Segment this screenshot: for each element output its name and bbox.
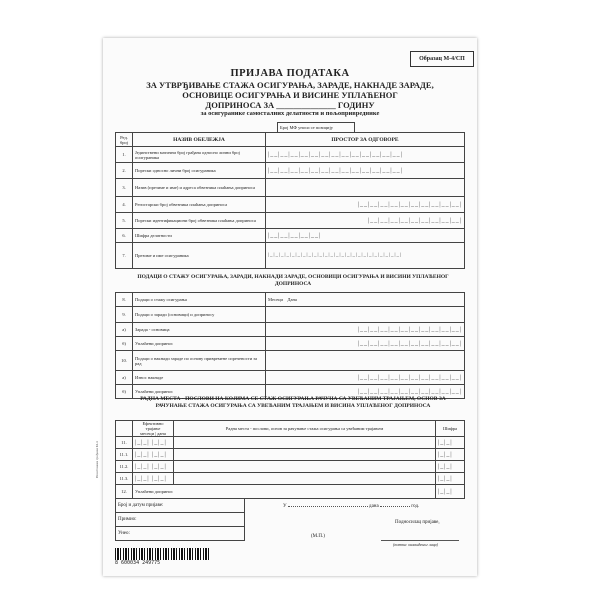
form-title: ПРИЈАВА ПОДАТАКА [230, 68, 350, 79]
answer-field[interactable]: |_|_|_|_|_|_|_|_|_|_|_|_|_|_|_|_|_|_|_|_|_|_|_|_| [266, 243, 465, 269]
answer-field[interactable] [266, 179, 465, 197]
row-label: Подаци о стажу осигурања [133, 293, 266, 307]
desc-field[interactable] [174, 473, 436, 485]
answer-field[interactable]: |__|__|__|__|__|__|__|__|__| [266, 213, 465, 229]
desc-field[interactable] [174, 437, 436, 449]
side-text: Поштовани грађани М-4 [95, 441, 99, 478]
answer-field[interactable]: |_|_| [436, 485, 465, 499]
head-col-answers: ПРОСТОР ЗА ОДГОВОРЕ [266, 133, 465, 147]
row-number: 9. [116, 307, 133, 323]
table-row [116, 197, 465, 213]
duration-field[interactable]: |_|_| |_|_| [133, 449, 174, 461]
row-number: 6. [116, 229, 133, 243]
answer-field[interactable] [266, 351, 465, 371]
row-label: Порески односно лични број осигураника [133, 163, 266, 179]
section1-table [115, 132, 465, 269]
row-number: 3. [116, 179, 133, 197]
row-number: 11.1. [116, 449, 133, 461]
row-label: Јединствени матични број грађана односно лични број осигураника [133, 147, 266, 163]
desc-field[interactable] [174, 461, 436, 473]
form-code: Образац М-4/СП [410, 51, 474, 67]
row-number: 4. [116, 197, 133, 213]
days-label: Дана [287, 297, 297, 302]
table-row [116, 293, 465, 307]
form-subtitle: за осигуранике самосталних делатности и пољопривреднике [200, 110, 380, 117]
table-row [116, 437, 465, 449]
table-row [116, 243, 465, 269]
form-sheet [95, 38, 477, 576]
workplace-desc-head: Радна места - послови, основ за рачунање стажа осигурања са увећаним трајањем [174, 421, 436, 437]
row-label: Презиме и име осигураника [133, 243, 266, 269]
row-number: 11.3. [116, 473, 133, 485]
row-label: Зарада - основица [133, 323, 266, 337]
row-number: б) [116, 337, 133, 351]
months-label: Месеци [268, 297, 283, 302]
answer-field[interactable]: |__|__|__|__|__| [266, 229, 465, 243]
year-label: год. [411, 504, 420, 509]
answer-field[interactable] [266, 307, 465, 323]
section3-table [115, 420, 465, 499]
form-title-lines [103, 80, 477, 110]
table-row [116, 371, 465, 385]
code-field[interactable]: |_|_| [436, 473, 465, 485]
row-number: 5. [116, 213, 133, 229]
table-row [116, 213, 465, 229]
table-row [116, 461, 465, 473]
duration-field[interactable]: |_|_| |_|_| [133, 473, 174, 485]
row-label: Регистарски број обвезника плаћања доприноса [133, 197, 266, 213]
row-label: Уплаћени допринос [133, 385, 266, 399]
row-label: Уплаћени допринос [133, 485, 436, 499]
table-row [116, 449, 465, 461]
received-by-label: Примио: [116, 513, 245, 527]
section2-title: ПОДАЦИ О СТАЖУ ОСИГУРАЊА, ЗАРАДИ, НАКНАДИ ЗАРАДЕ, ОСНОВИЦИ ОСИГУРАЊА И ВИСИНИ УПЛАЋЕНОГ ДОПРИНОСА [137, 274, 449, 287]
effective-duration-head: Ефективно трајање месеци | дана [133, 421, 174, 437]
place-line[interactable] [283, 504, 419, 509]
day-label: дана [369, 504, 379, 509]
barcode-number: 8 600034 249775 [115, 560, 161, 566]
code-field[interactable]: |_|_| [436, 437, 465, 449]
row-number: 7. [116, 243, 133, 269]
table-row [116, 473, 465, 485]
barcode [115, 548, 210, 560]
table-row [116, 485, 465, 499]
table-row [116, 179, 465, 197]
head-col-label: НАЗИВ ОБЕЛЕЖЈА [133, 133, 266, 147]
row-number: а) [116, 371, 133, 385]
mf-label: Број МФ уноси се позицију [277, 122, 355, 133]
row-number: 11.2. [116, 461, 133, 473]
code-field[interactable]: |_|_| [436, 461, 465, 473]
answer-field[interactable]: |__|__|__|__|__|__|__|__|__|__| [266, 323, 465, 337]
code-field[interactable]: |_|_| [436, 449, 465, 461]
row-label: Порески идентификациони број обвезника плаћања доприноса [133, 213, 266, 229]
stamp-label: (М.П.) [311, 534, 325, 539]
answer-field[interactable]: |__|__|__|__|__|__|__|__|__|__| [266, 385, 465, 399]
table-row [116, 147, 465, 163]
row-label: Уплаћени допринос [133, 337, 266, 351]
section3-title: РАДНА МЕСТА - ПОСЛОВИ НА КОЈИМА СЕ СТАЖ ОСИГУРАЊА РАЧУНА СА УВЕЋАНИМ ТРАЈАЊЕМ, ОСНОВ ЗА РАЧУНАЊЕ СТАЖА ОСИГУРАЊА СА УВЕЋАНИМ ТРАЈАЊЕМ И ВИСИНА УПЛАЋЕНОГ ДОПРИНОСА [140, 396, 446, 409]
signature-note: (потпис овлашћеног лица) [393, 542, 438, 547]
answer-field[interactable]: |__|__|__|__|__|__|__|__|__|__| [266, 197, 465, 213]
row-number: 8. [116, 293, 133, 307]
title-line-3: ДОПРИНОСА ЗА ______________ ГОДИНУ [205, 100, 375, 110]
answer-field[interactable]: |__|__|__|__|__|__|__|__|__|__| [266, 371, 465, 385]
place-label: У [283, 504, 287, 509]
row-number: 11. [116, 437, 133, 449]
row-label: Шифра делатности [133, 229, 266, 243]
row-number: 12. [116, 485, 133, 499]
row-number: 2. [116, 163, 133, 179]
row-label: Назив (презиме и име) и адреса обвезника плаћања доприноса [133, 179, 266, 197]
answer-field[interactable]: |__|__|__|__|__|__|__|__|__|__|__|__|__| [266, 163, 465, 179]
row-label: Подаци о заради (основици) и доприносу [133, 307, 266, 323]
title-line-1: ЗА УТВРЂИВАЊЕ СТАЖА ОСИГУРАЊА, ЗАРАДЕ, НАКНАДЕ ЗАРАДЕ, [146, 80, 434, 90]
head-col-number: Ред. број [116, 133, 133, 147]
registry-number-label: Број и датум пријаве: [116, 499, 245, 513]
title-line-2: ОСНОВИЦЕ ОСИГУРАЊА И ВИСИНЕ УПЛАЋЕНОГ [182, 90, 398, 100]
duration-field[interactable]: |_|_| |_|_| [133, 437, 174, 449]
table-row [116, 351, 465, 371]
signer-label: Подносилац пријаве, [395, 520, 440, 525]
entered-by-label: Унео: [116, 527, 245, 541]
row-number: а) [116, 323, 133, 337]
table-row [116, 307, 465, 323]
footer-registry [115, 498, 245, 541]
table-row [116, 323, 465, 337]
row-label: Подаци о накнади зараде по основу привремене спречености за рад [133, 351, 266, 371]
signature-line[interactable] [381, 540, 459, 541]
section2-table [115, 292, 465, 399]
row-number: б) [116, 385, 133, 399]
table-row [116, 163, 465, 179]
table-row [116, 229, 465, 243]
duration-field[interactable]: |_|_| |_|_| [133, 461, 174, 473]
table-row [116, 337, 465, 351]
answer-field[interactable] [266, 293, 465, 307]
code-head: Шифра [436, 421, 465, 437]
row-number: 10. [116, 351, 133, 371]
desc-field[interactable] [174, 449, 436, 461]
row-label: Износ накнаде [133, 371, 266, 385]
row-number: 1. [116, 147, 133, 163]
answer-field[interactable]: |__|__|__|__|__|__|__|__|__|__|__|__|__| [266, 147, 465, 163]
answer-field[interactable]: |__|__|__|__|__|__|__|__|__|__| [266, 337, 465, 351]
